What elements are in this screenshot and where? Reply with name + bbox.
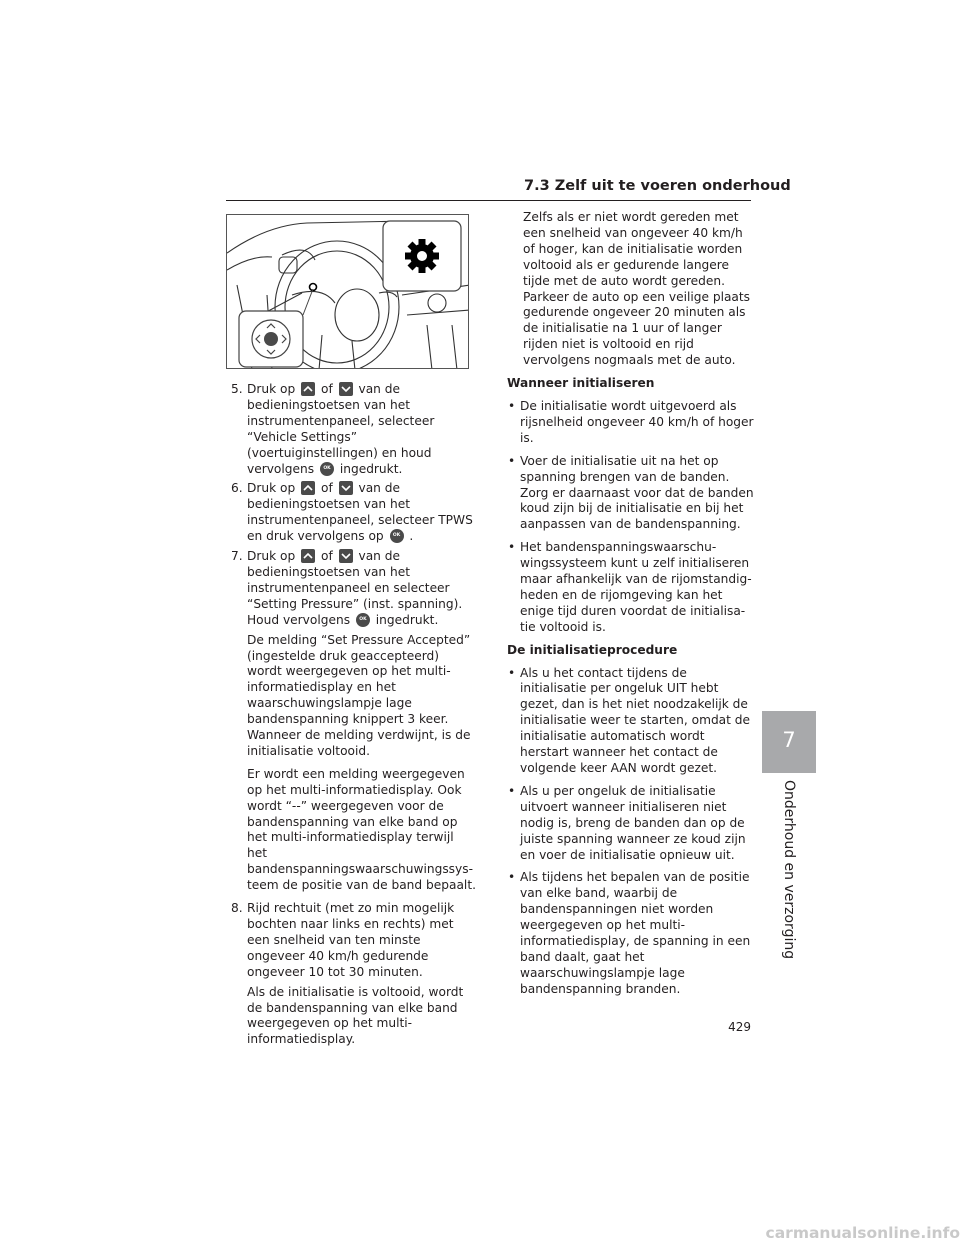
procedure-bullet-1: • Als u het contact tijdens de initialisatie per ongeluk UIT hebt gezet, dan is het niet noodzakelijk de initialisatie weer te starten, omdat de initialisatie automatisch wordt herstart wanneer het contact de volgende keer AAN wordt gezet. — [508, 665, 751, 775]
when-heading: Wanneer initialiseren — [507, 376, 655, 391]
step-8-note: Als de initialisatie is voltooid, wordt de bandenspanning van elke band weergegeven op het multi-informatiedisplay. — [247, 984, 464, 1047]
page-number: 429 — [728, 1020, 751, 1034]
continuation-paragraph: Zelfs als er niet wordt gereden met een snelheid van ongeveer 40 km/h of hoger, kan de initialisatie worden voltooid als er gedurende langere tijde met de auto wordt gereden. Parkeer de auto op een veilige plaats gedurende ongeveer 20 minuten als de initialisatie na 1 uur of langer rijden niet is voltooid en rijd vervolgens nogmaals met de auto. — [523, 210, 751, 368]
chevron-up-icon — [301, 481, 315, 495]
steering-switch-icon — [252, 320, 290, 358]
watermark: carmanualsonline.info — [765, 1224, 960, 1242]
step-7-note-1: De melding “Set Pressure Accepted” (ingestelde druk geaccepteerd) wordt weergegeven op het multi-informatiedisplay en het waarschuwingslampje lage bandenspanning knippert 3 keer. Wanneer de melding verdwijnt, is de initialisatie voltooid. — [247, 632, 471, 758]
when-bullet-2: • Voer de initialisatie uit na het op spanning brengen van de banden. Zorg er daarnaast voor dat de banden koud zijn bij de initialisatie en bij het aanpassen van de bandenspanning. — [508, 453, 754, 532]
chevron-down-icon — [339, 549, 353, 563]
ok-button-icon: OK — [356, 613, 370, 627]
when-bullet-3: • Het bandenspanningswaarschu-wingssysteem kunt u zelf initialiseren maar afhankelijk van de rijomstandig-heden en de rijomgeving kan het enige tijd duren voordat de initialisa-tie voltooid is. — [508, 540, 752, 634]
header-rule — [226, 200, 751, 201]
chevron-down-icon — [339, 481, 353, 495]
chevron-up-icon — [301, 549, 315, 563]
gear-icon — [405, 239, 439, 273]
procedure-bullet-3: • Als tijdens het bepalen van de positie van elke band, waarbij de bandenspanningen niet worden weergegeven op het multi-informatiedisplay, de spanning in een band daalt, gaat het waarschuwingslampje lage bandenspanning branden. — [508, 870, 751, 996]
chapter-title: Onderhoud en verzorging — [781, 780, 797, 960]
step-7: 7. Druk op of van de bedieningstoetsen van het instrumentenpaneel en selecteer “Setting Pressure” (inst. spanning). Houd vervolgens OK ingedrukt. — [231, 549, 463, 627]
chevron-up-icon — [301, 382, 315, 396]
steering-wheel-illustration — [226, 214, 469, 369]
chevron-down-icon — [339, 382, 353, 396]
procedure-bullet-2: • Als u per ongeluk de initialisatie uitvoert wanneer initialiseren niet nodig is, breng de banden dan op de juiste spanning wanneer ze koud zijn en voer de initialisatie opnieuw uit. — [508, 783, 746, 862]
when-bullet-1: • De initialisatie wordt uitgevoerd als rijsnelheid ongeveer 40 km/h of hoger is. — [508, 398, 754, 445]
right-column — [507, 210, 757, 1005]
section-title: 7.3 Zelf uit te voeren onderhoud — [524, 178, 791, 194]
left-column — [231, 382, 476, 1055]
step-7-note-2: Er wordt een melding weergegeven op het multi-informatiedisplay. Ook wordt “--” weergegeven voor de bandenspanning van elke band op het multi-informatiedisplay terwijl het bandenspanningswaarschuwingssys-teem de positie van de band bepaalt. — [247, 766, 476, 893]
dashboard-drawing — [227, 215, 469, 369]
ok-button-icon: OK — [390, 529, 404, 543]
step-8: 8. Rijd rechtuit (met zo min mogelijk bochten naar links en rechts) met een snelheid van ten minste ongeveer 40 km/h gedurende ongeveer 10 tot 30 minuten. — [231, 901, 455, 979]
step-6: 6. Druk op of van de bedieningstoetsen van het instrumentenpaneel, selecteer TPWS en druk vervolgens op OK . — [231, 481, 473, 544]
procedure-heading: De initialisatieprocedure — [507, 642, 678, 657]
ok-button-icon: OK — [320, 462, 334, 476]
chapter-number: 7 — [782, 728, 796, 752]
step-5: 5. Druk op of van de bedieningstoetsen van het instrumentenpaneel, selecteer “Vehicle Settings” (voertuiginstellingen) en houd vervolgens OK ingedrukt. — [231, 382, 435, 476]
